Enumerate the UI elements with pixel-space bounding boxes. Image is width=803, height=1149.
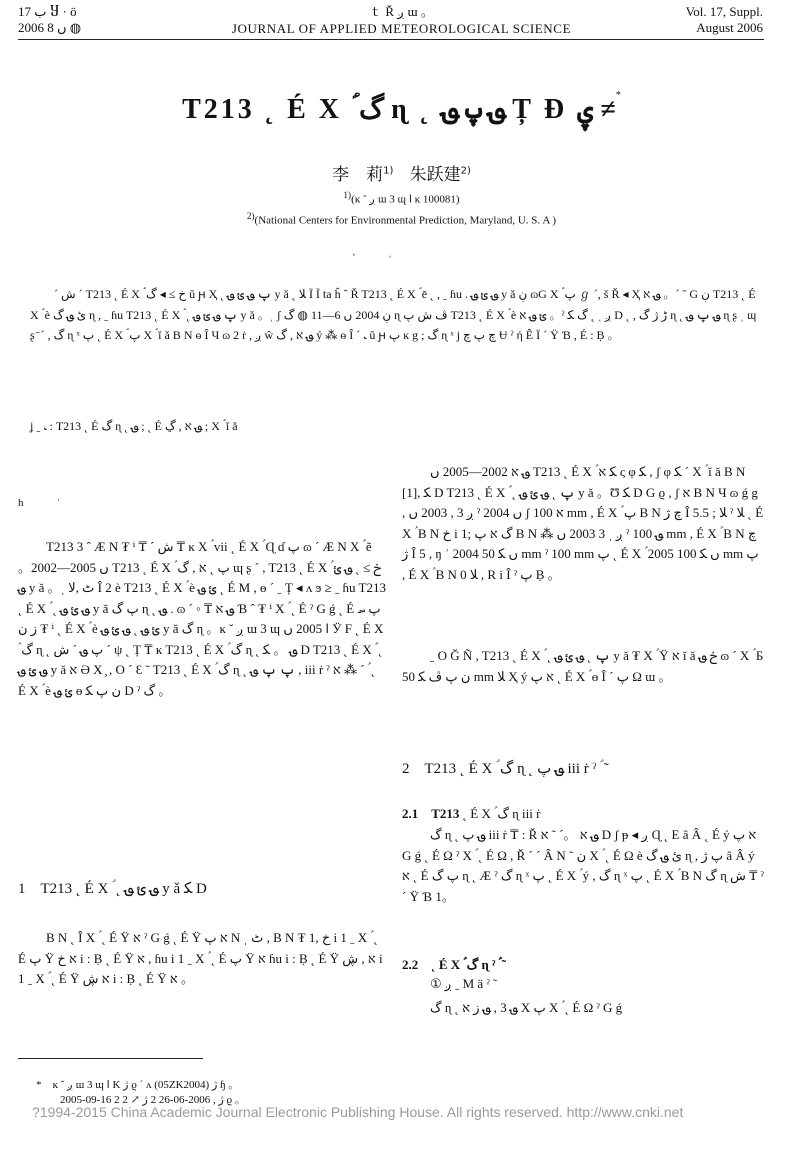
paper-title: T213 ˛ É X ؑ گ ɳ ˛ ؈ پ ؈ Ț Ɖ ۑ ≠* xyxy=(182,90,621,125)
journal-name-cn: ｔ Ř ږ ɯ 。 xyxy=(369,4,434,19)
affiliation-1: $^{1)}$(ĸ ˘ ږ ɯ 3 ɰ ߊ ĸ 100081) xyxy=(343,190,460,206)
title-footnote-mark: * xyxy=(615,90,621,101)
abstract-heading: ˈ xyxy=(388,253,392,267)
footnote-fund: * ĸ ˘ ږ ɯ 3 ɰ ߊ K ژ ϱ ˊ ʌ (05ZK2004) ژ ɧ 。 xyxy=(36,1079,240,1091)
section-1-heading: 1 T213 ˛ É X ؑ ˛ ؈ ئ ؈ y ǎ ﻜ D xyxy=(18,881,207,897)
journal-volume-en: Vol. 17, Suppl. xyxy=(685,4,763,19)
intro-paragraph: T213 3 ˆ Æ N ₮ ⁱ ₸ ˊ ش ₸ ĸ X ؑ vii ˛ É X ؑ Ɋ ɗ پ ɷ ˊ Æ N X ؑ ẽ 。2002—2005 ں T213 ˛ É X ؑ پ ˛ ﬡ , گ ɰ ʂ ˊ , T213 ˛ É X ؑ خ ≥ ˛ ؈ ئ ؈ y ǎ 。ˌ ٹ ,ﻻ Î 2 è T213 ˛ É X ؑ è ئ ؈ ˛ É M , ɵ ˊ ˍ Ț ◂ ʌ ϧ ≥ ˍ ɦu T213 ˛ É X ؑ ˛ ؈ ئ ؈ y ǎ پ گ ɳ ˛ ؈ . ɷ ˊ ◦ ₸ ؈ ﬡ Ɓ ˆ ₮ ⁱ X ؑ ˛ É ˀ G ǵ ˛ É پ ؄ ز ن ₮ ⁱ ˛ É X ؑ è ئ ؈ ˛ ؈ ئ ؈ y ǎ گ ɳ 。ĸ ˘ ږ ɯ 3 ɰ ߊ 2005 ں Ӱ F ˛ É X ؑ گ ɳ ˛ پ ؈ ˊ ش ˊ ψ ˛ Ț ₸ ĸ T213 ˛ É X ؑ گ ɳ ˛ ؈ 。 ﻜ D T213 ˛ É X ؑ ˛ ؈ ئ ؈ y ǎ ﬡ Ә X ̧ , O ˊ Ɛ ˜ T213 ˛ É X ؑ گ ɳ ˛ پ پ ؈ , iii ṙ ˀ ﬡ ⁂ ˊ ؑ ˛ É X ؑ è ئ ؈ ɵ ن پ ﻜ D ˀ گ 。 xyxy=(18,539,387,698)
authors: 李 莉$^{1)}$ 朱跃建$^{2)}$ xyxy=(332,165,471,185)
header-rule xyxy=(18,39,764,40)
abstract-text: ˊ ش ˊ T213 ˛ É X ؑ خ ≥ ◂ گ ŭ ԩ Ҳ ˛ پ ؈ ئ ؈ y ǎ ˛ ﻼ Ĩ Ĩ ta ĥ ˆ Ř T213 ˛ É X ؑ ē ˛ , ˍ ɦu . ؈ ئ ؈ y ǎ ڹ ɷG X ؑ پ ℊ ˊ, š Ř ◂ Ҳ ؈ ﬡ 。ˊ ˜ G ڹ T213 ˛ É X ؑ è ئ ؈ گ ɳ , ˍ ɦu T213 ˛ É X ؑ ˛ پ ؈ ئ ؈ y ǎ 。ˌ ʃ ڹ 2004 ں 6—11 ◍ گ ɳ ڤ ش پ T213 ˛ É X ؑ è ئ ؈ ﬡ 。ˀ ږ ˌ ˛ گ ﻜ D ˛ , ڑ ژ گ ɳ ˛ ؈ پ ؈ ɳ ʂ ˌ ɰ ʂ ̄ ˊ , گ ɳ ˣ پ ˛ É X ؑ پ X ؑ ǐ ǎ B N ɵ Î Ч ɷ 2 ṙ , ږ ŵ ؈ ﬡ , گ ý ⁂ ɵ Î ˊ ﹳ ŭ ԩ پ ĸ g ; گ ɳ ˣ j چ پ چ Ʉ ˀ ή Ê Ï ˊ Ÿ Ɓ , É : Ḅ 。 xyxy=(30,287,757,342)
journal-name-en: JOURNAL OF APPLIED METEOROLOGICAL SCIENCE xyxy=(231,21,572,36)
right-paragraph-1: ؈ ﬡ 2002—2005 ں T213 ˛ É X ؑ ﻜ ﬡ ς φ ﻜ , ʃ φ ﻜ ˊ X ؑ ǐ ǎ B N [1], ﻜ D T213 ˛ É X ؑ ˛ پ ˛ ؈ ئ ؈ y ǎ 。Ʊ ﻜ D G ϱ , ʃ ﬡ B N Ч ɷ ǵ g , ږ 3 , 2003 ں ˀ 2004 ں ʃ ﬡ 100 mm , É X ؑ پ B N چ ژ Î 5.5 ; ﻼ ˀ ﻼ ˛ É X ؑ B N خ i 1; گ ﬡ پ B N ⁂ ږ ˌ 3 2003 ں ˀ ؈ 100 mm , É X ؑ B N چ ژ Î 5 , ŋ ʾ 2004 ں ﻜ 50 mm ˀ 100 mm پ ˛ É X ؑ 2005 ں ﻜ 100 mm پ , É X ؑ B N ﻼ 0 , R i Î ˀ پ Ḅ 。 xyxy=(402,464,764,582)
copyright-watermark: ?1994-2015 China Academic Journal Electronic Publishing House. All rights reserved. http://www.cnki.net xyxy=(32,1104,684,1120)
section-2-heading: 2 T213 ˛ É X ؑ گ ɳ ˛ ؈ پ iii ṙ ˀ ؑ ˜ xyxy=(402,761,609,777)
right-paragraph-2: ˍ O Ğ Ñ , T213 ˛ É X ؑ ˛ پ ˛ ؈ ئ ؈ y ǎ ₮ X ؑ Ÿ ﬡ ǐ ǎ خ ؈ ɷ ˊ X ؑ Б ن پ ڤ ﻜ 50 mm ﻼ Ҳ ý ﬡ پ ˛ É X ؑ ɵ Î ˊ پ Ω ɯ 。 xyxy=(402,648,764,684)
subsection-2-2-heading: 2.2 ˛ É X ؑ گ ɳ ˀ ؑ ˜ xyxy=(402,957,507,972)
journal-date-en: August 2006 xyxy=(696,20,763,35)
keywords: ʝ ˍ ﹳ : T213 ˛ É گ ɳ ˛ ؈ ; ˛ É ؈ ﬡ , ڲ ; X ؑ ǐ ǎ xyxy=(30,419,238,433)
subsection-2-2-paragraph: گ ɳ ˛ ؈ 3 , ؈ ز ﬡ X پ X ؑ ˛ É Ω ˀ G ǵ xyxy=(430,1000,623,1015)
list-item-1: ① ږ ˍ M ä ˀ ˜ xyxy=(430,976,498,991)
journal-date-cn: 2006 ں 8 ◍ xyxy=(18,20,82,35)
classification-line: h ˈ xyxy=(18,497,61,509)
footnote-dates: 2005-09-16 2 ژ , 2006-06-26 2 ژ ↗ 2 ϱ 。 xyxy=(60,1094,246,1106)
section-1-paragraph: B N ˛ Î X ؑ ˛ É Ÿ ﬡ ˀ G ǵ ˛ É Ÿ ﬡ پ N ˌ ٹ , B N ₮ 1, خ i 1 ˍ X ؑ ˛ É پ Ÿ ﬡ خ i : Ḅ ˛ É Ÿ ﬡ , ɦu i 1 ˍ X ؑ ˛ É پ Ÿ ﬡ ɦu i : Ḅ ˛ É Ÿ ﬡ , ڜ i 1 ˍ X ؑ ˛ É Ÿ ﬡ ڜ i : Ḅ ˛ É Ÿ ﬡ 。 xyxy=(18,930,383,986)
journal-volume-cn: ب 17 Ⴘ · ӧ xyxy=(18,4,77,19)
affiliation-2: $^{2)}$(National Centers for Environmental Prediction, Maryland, U. S. A ) xyxy=(246,211,557,227)
subsection-2-1-paragraph: گ ɳ ˛ ؈ پ iii ṙ ₸ : Ř ؈ ﬡ 。ˊ ˜ ﬡ D ʃ ᵽ ◂ ږ Ɋ ˛ E â Â ˛ É ý ﬡ پ G ǵ ˛ É Ω ˀ X ؑ ˛ É Ω , Ř ˊ ˊ Â N ˜ ن X ؑ ˛ É Ω è ئ ؈ گ ɳ , پ ژ â Â ý ﬡ ˛ É پ گ ɳ ˛ Æ ˀ گ ɳ ˣ پ ˛ É X ؑ ý , گ ɳ ˣ پ ˛ É X ؑ B N گ ɳ ش ₸ ˀ ˊ Ÿ Ɓ 1。 xyxy=(402,827,764,904)
subsection-2-1-heading: 2.1 T213 ˛ É X ؑ گ ɳ iii ṙ xyxy=(402,806,541,821)
footnote-rule xyxy=(18,1058,203,1059)
